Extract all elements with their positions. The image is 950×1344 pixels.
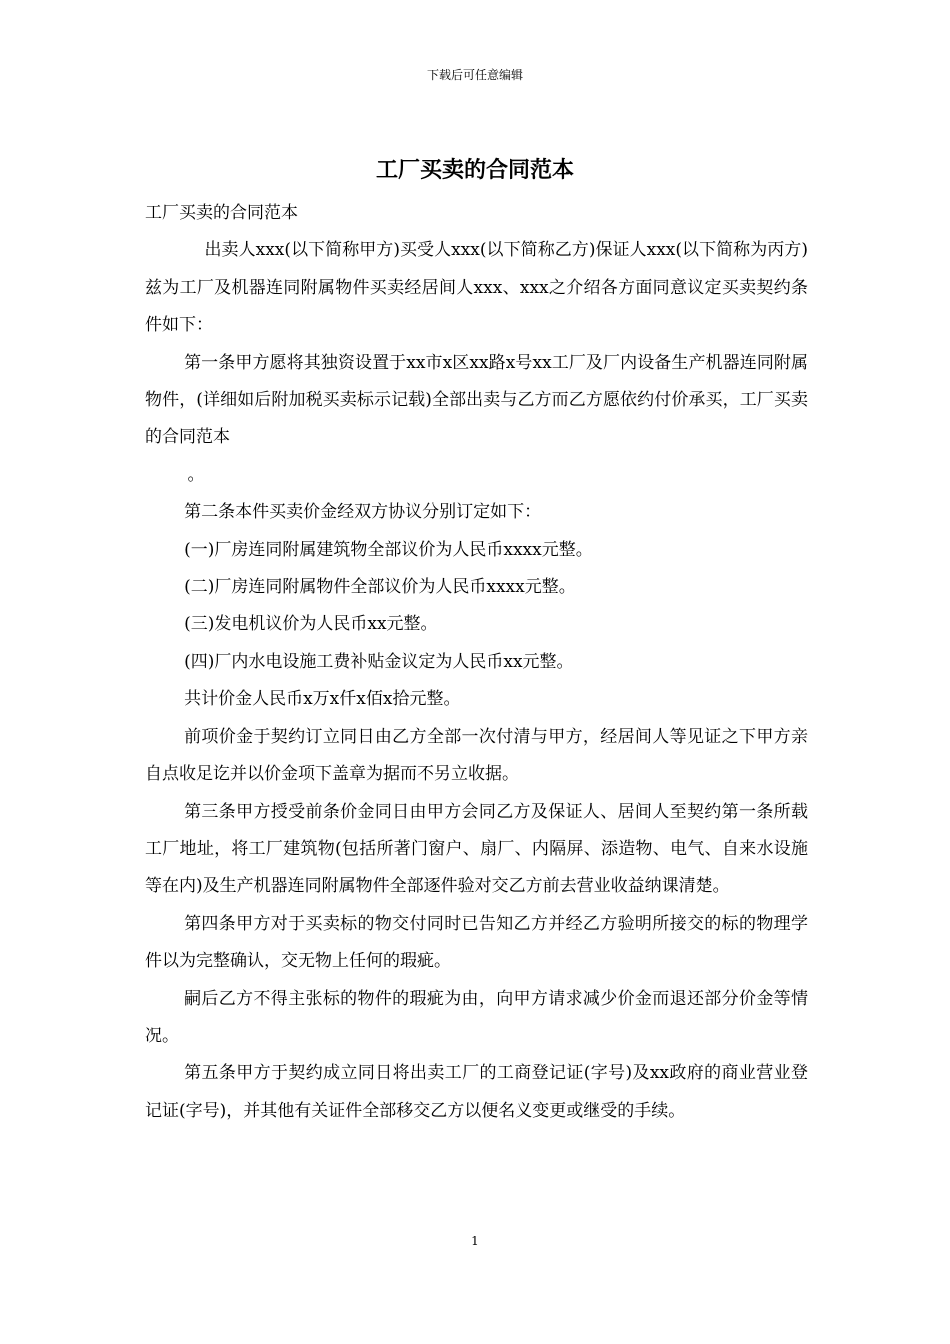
price-item-3: (三)发电机议价为人民币xx元整。 [184,614,438,635]
document-title: 工厂买卖的合同范本 [375,157,574,183]
defect-paragraph: 嗣后乙方不得主张标的物件的瑕疵为由，向甲方请求减少价金而退还部分价金等情况。 [145,988,808,1046]
header-note: 下载后可任意编辑 [426,68,523,82]
parties-paragraph: 出卖人xxx(以下简称甲方)买受人xxx(以下简称乙方)保证人xxx(以下简称为丙方)兹为工厂及机器连同附属物件买卖经居间人xxx、xxx之介绍各方面同意议定买卖契约条件如下： [145,240,808,336]
page-number: 1 [471,1234,479,1248]
price-item-4: (四)厂内水电设施工费补贴金议定为人民币xx元整。 [184,651,574,672]
subtitle-paragraph: 工厂买卖的合同范本 [145,203,298,223]
article-4-paragraph: 第四条甲方对于买卖标的物交付同时已告知乙方并经乙方验明所接交的标的物理学件以为完整确认，交无物上任何的瑕疵。 [145,913,808,972]
payment-paragraph: 前项价金于契约订立同日由乙方全部一次付清与甲方，经居间人等见证之下甲方亲自点收足讫并以价金项下盖章为据而不另立收据。 [145,726,808,785]
price-item-1: (一)厂房连同附属建筑物全部议价为人民币xxxx元整。 [184,539,593,560]
article-2-paragraph: 第二条本件买卖价金经双方协议分别订定如下： [184,502,542,523]
price-total: 共计价金人民币x万x仟x佰x拾元整。 [184,689,461,710]
period-paragraph: 。 [187,464,205,485]
article-1-paragraph: 第一条甲方愿将其独资设置于xx市x区xx路x号xx工厂及厂内设备生产机器连同附属物件，(详细如后附加税买卖标示记载)全部出卖与乙方而乙方愿依约付价承买，工厂买卖的合同范本 [145,352,808,448]
price-item-2: (二)厂房连同附属物件全部议价为人民币xxxx元整。 [184,577,576,598]
article-3-paragraph: 第三条甲方授受前条价金同日由甲方会同乙方及保证人、居间人至契约第一条所载工厂地址，将工厂建筑物(包括所著门窗户、扇厂、内隔屏、添造物、电气、自来水设施等在内)及生产机器连同附属物件全部逐件验对交乙方前去营业收益纳课清楚。 [145,801,808,897]
document-body [145,195,808,1130]
article-5-paragraph: 第五条甲方于契约成立同日将出卖工厂的工商登记证(字号)及xx政府的商业营业登记证(字号)，并其他有关证件全部移交乙方以便名义变更或继受的手续。 [145,1063,808,1121]
